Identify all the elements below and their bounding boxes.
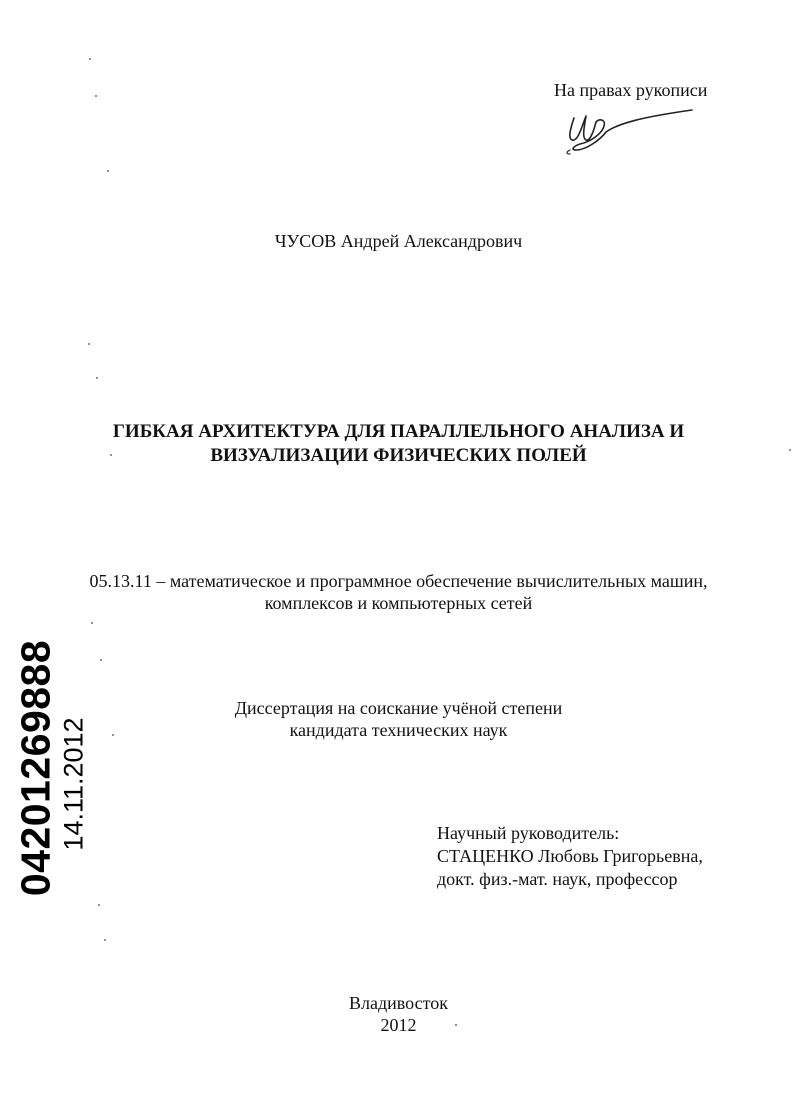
degree-line-2: кандидата технических наук <box>289 720 508 740</box>
handwritten-signature <box>560 104 700 158</box>
supervisor-block <box>437 822 703 891</box>
supervisor-degree: докт. физ.-мат. наук, профессор <box>437 869 678 889</box>
specialty-line-2: комплексов и компьютерных сетей <box>264 593 533 613</box>
library-stamp-date: 14.11.2012 <box>58 717 89 851</box>
specialty-line-1: 05.13.11 – математическое и программное обеспечение вычислительных машин, <box>89 571 708 591</box>
degree-statement <box>0 697 797 741</box>
author-name: ЧУСОВ Андрей Александрович <box>274 231 523 251</box>
library-stamp-number: 04201269888 <box>12 639 59 897</box>
place-and-year <box>0 992 797 1036</box>
degree-line-1: Диссертация на соискание учёной степени <box>234 698 563 718</box>
title-line-2: ВИЗУАЛИЗАЦИИ ФИЗИЧЕСКИХ ПОЛЕЙ <box>210 445 587 466</box>
city: Владивосток <box>349 993 448 1013</box>
specialty <box>0 570 797 614</box>
title-line-1: ГИБКАЯ АРХИТЕКТУРА ДЛЯ ПАРАЛЛЕЛЬНОГО АНАЛИЗА И <box>112 421 685 442</box>
supervisor-label: Научный руководитель: <box>437 823 620 843</box>
year: 2012 <box>380 1015 417 1035</box>
dissertation-title <box>0 420 797 468</box>
rights-note: На правах рукописи <box>554 80 708 100</box>
supervisor-name: СТАЦЕНКО Любовь Григорьевна, <box>437 846 703 866</box>
